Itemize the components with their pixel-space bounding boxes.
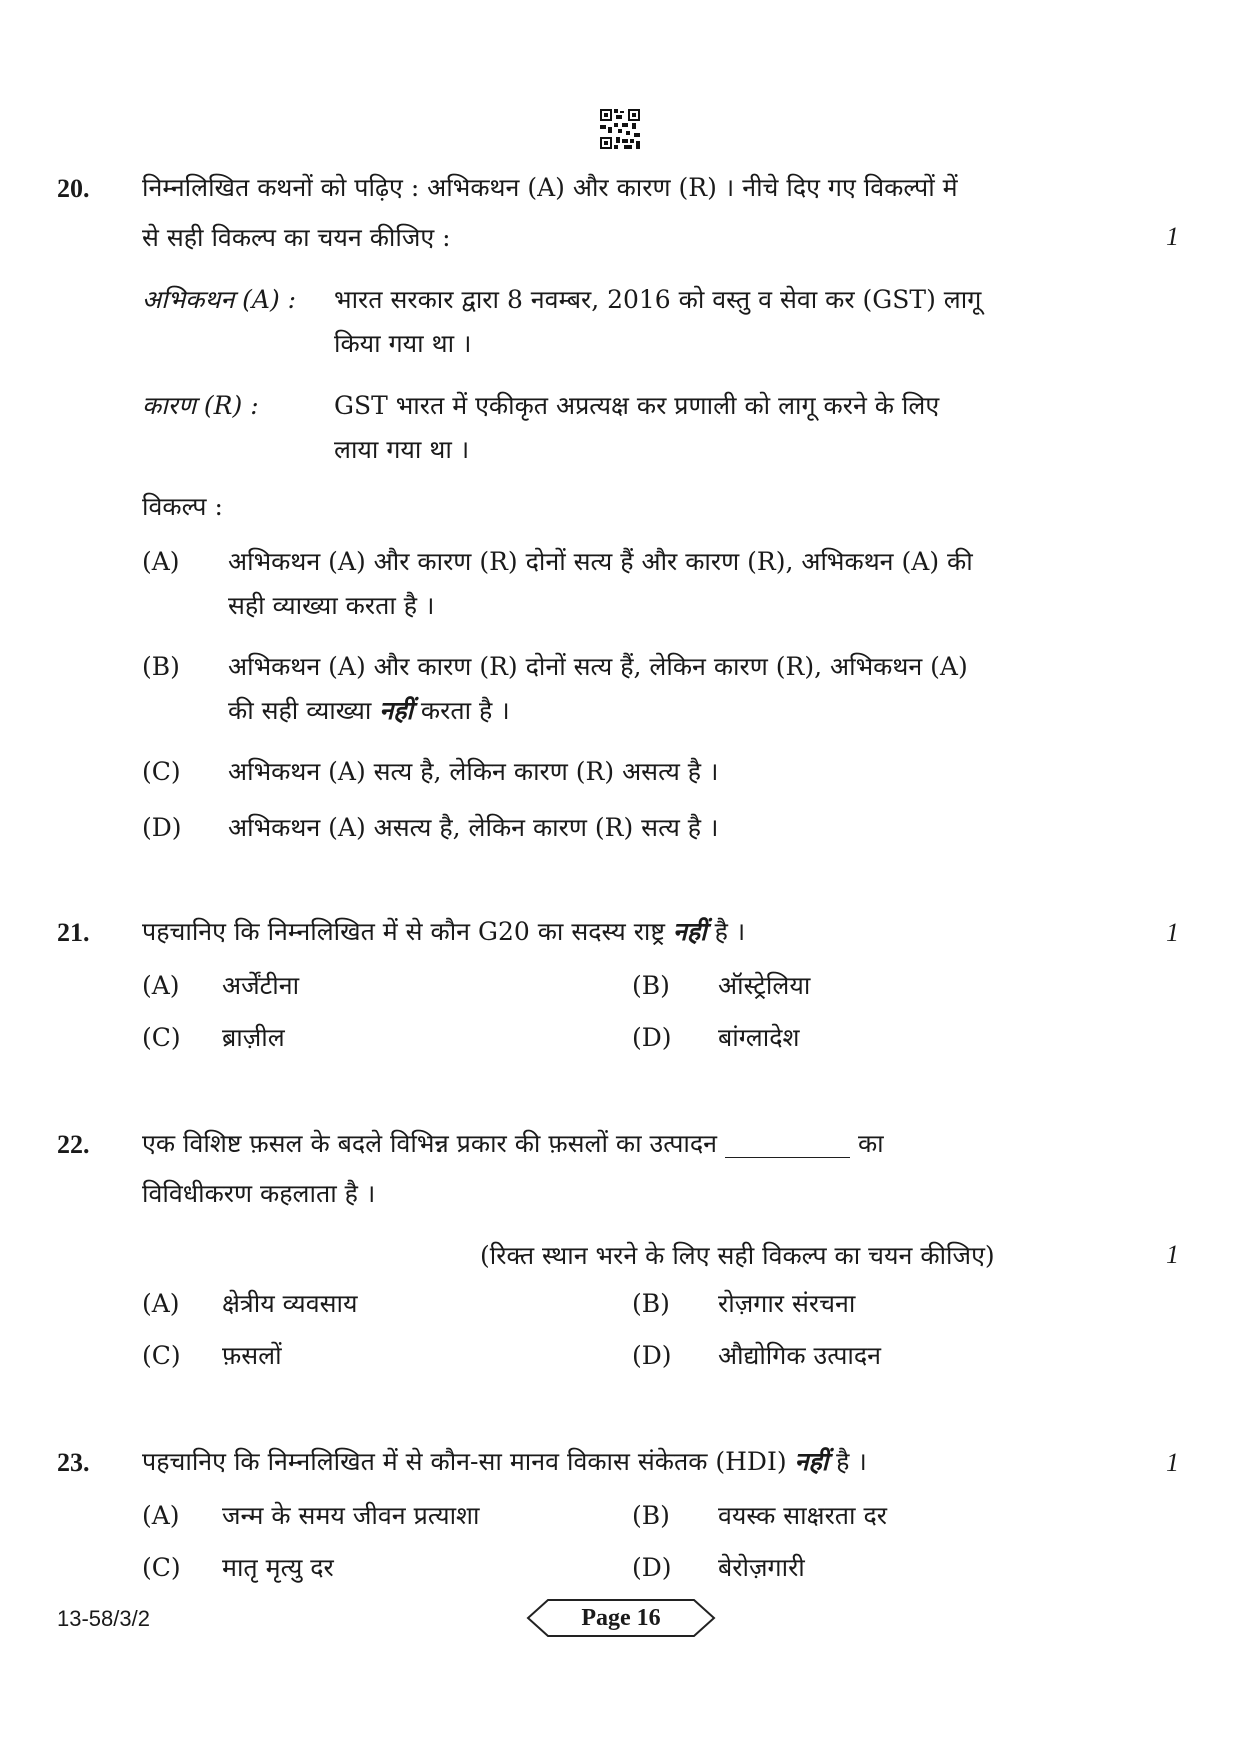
- q20-option-b-line2: [228, 689, 510, 733]
- q22-option-d: औद्योगिक उत्पादन: [718, 1341, 882, 1370]
- q21-option-d-letter: (D): [632, 1023, 672, 1052]
- q22-stem-line1: एक विशिष्ट फ़सल के बदले विभिन्न प्रकार की फ़सलों का उत्पादन __________ का: [142, 1129, 884, 1158]
- paper-code: 13-58/3/2: [57, 1606, 150, 1631]
- q20-option-a-line2: सही व्याख्या करता है ।: [228, 591, 435, 620]
- q23-stem-post: है ।: [836, 1447, 867, 1476]
- page-label: Page 16: [581, 1605, 661, 1631]
- q20-option-b-letter: (B): [142, 652, 180, 681]
- q20-option-b-emphasis: नहीं: [379, 696, 413, 725]
- q21-option-a-letter: (A): [142, 971, 180, 1000]
- q20-marks: 1: [1166, 222, 1179, 251]
- q21-option-c: ब्राज़ील: [222, 1023, 285, 1052]
- q22-stem-line2: विविधीकरण कहलाता है ।: [142, 1179, 376, 1208]
- q22-option-b: रोज़गार संरचना: [718, 1289, 856, 1318]
- q22-option-d-letter: (D): [632, 1341, 672, 1370]
- q21-option-a: अर्जेंटीना: [222, 971, 300, 1000]
- q20-option-a-line1: अभिकथन (A) और कारण (R) दोनों सत्य हैं और कारण (R), अभिकथन (A) की: [228, 547, 973, 576]
- q20-assertion-line2: किया गया था ।: [334, 329, 472, 358]
- q23-marks: 1: [1166, 1448, 1179, 1477]
- q20-option-c: अभिकथन (A) सत्य है, लेकिन कारण (R) असत्य है ।: [228, 757, 719, 786]
- q21-option-d: बांग्लादेश: [718, 1023, 800, 1052]
- q21-stem-post: है ।: [714, 917, 746, 946]
- q22-option-a-letter: (A): [142, 1289, 180, 1318]
- q22-option-c-letter: (C): [142, 1341, 181, 1370]
- q21-option-b: ऑस्ट्रेलिया: [718, 971, 811, 1000]
- q20-option-d-letter: (D): [142, 813, 182, 842]
- q22-option-a: क्षेत्रीय व्यवसाय: [222, 1289, 358, 1318]
- qr-code: [600, 109, 640, 149]
- page-number-badge: [526, 1598, 716, 1638]
- q20-stem-line2: से सही विकल्प का चयन कीजिए :: [142, 223, 451, 252]
- q20-option-b-line1: अभिकथन (A) और कारण (R) दोनों सत्य हैं, लेकिन कारण (R), अभिकथन (A): [228, 652, 968, 681]
- q21-option-b-letter: (B): [632, 971, 670, 1000]
- q23-option-a: जन्म के समय जीवन प्रत्याशा: [222, 1501, 480, 1530]
- q20-options-label: विकल्प :: [142, 492, 223, 521]
- q23-option-c-letter: (C): [142, 1553, 181, 1582]
- q23-option-b: वयस्क साक्षरता दर: [718, 1501, 887, 1530]
- q21-number: 21.: [57, 918, 90, 947]
- q20-option-b-line2-pre: की सही व्याख्या: [228, 696, 372, 725]
- q23-stem: [142, 1440, 867, 1484]
- q20-option-c-letter: (C): [142, 757, 181, 786]
- q23-stem-pre: पहचानिए कि निम्नलिखित में से कौन-सा मानव विकास संकेतक (HDI): [142, 1447, 787, 1476]
- q21-stem: [142, 910, 745, 954]
- q22-marks: 1: [1166, 1240, 1179, 1269]
- q20-reason-line2: लाया गया था ।: [334, 435, 470, 464]
- q20-reason-label: कारण (R) :: [142, 391, 259, 420]
- q21-option-c-letter: (C): [142, 1023, 181, 1052]
- q22-instruction: (रिक्त स्थान भरने के लिए सही विकल्प का चयन कीजिए): [480, 1241, 995, 1270]
- q23-option-d: बेरोज़गारी: [718, 1553, 805, 1582]
- q20-stem-line1: निम्नलिखित कथनों को पढ़िए : अभिकथन (A) और कारण (R) । नीचे दिए गए विकल्पों में: [142, 173, 958, 202]
- q21-marks: 1: [1166, 918, 1179, 947]
- q20-option-d: अभिकथन (A) असत्य है, लेकिन कारण (R) सत्य है ।: [228, 813, 719, 842]
- q20-assertion-label: अभिकथन (A) :: [142, 285, 297, 314]
- q20-reason-line1: GST भारत में एकीकृत अप्रत्यक्ष कर प्रणाली को लागू करने के लिए: [334, 391, 940, 420]
- q20-option-a-letter: (A): [142, 547, 180, 576]
- q21-stem-pre: पहचानिए कि निम्नलिखित में से कौन G20 का सदस्य राष्ट्र: [142, 917, 666, 946]
- q23-option-d-letter: (D): [632, 1553, 672, 1582]
- q20-number: 20.: [57, 174, 90, 203]
- q21-stem-emphasis: नहीं: [672, 917, 707, 946]
- q23-option-c: मातृ मृत्यु दर: [222, 1553, 334, 1582]
- q22-option-c: फ़सलों: [222, 1341, 282, 1370]
- q23-option-b-letter: (B): [632, 1501, 670, 1530]
- q22-number: 22.: [57, 1130, 90, 1159]
- q23-number: 23.: [57, 1448, 90, 1477]
- q20-assertion-line1: भारत सरकार द्वारा 8 नवम्बर, 2016 को वस्तु व सेवा कर (GST) लागू: [334, 285, 982, 314]
- q23-stem-emphasis: नहीं: [794, 1447, 829, 1476]
- q20-option-b-line2-post: करता है ।: [420, 696, 510, 725]
- q22-option-b-letter: (B): [632, 1289, 670, 1318]
- q23-option-a-letter: (A): [142, 1501, 180, 1530]
